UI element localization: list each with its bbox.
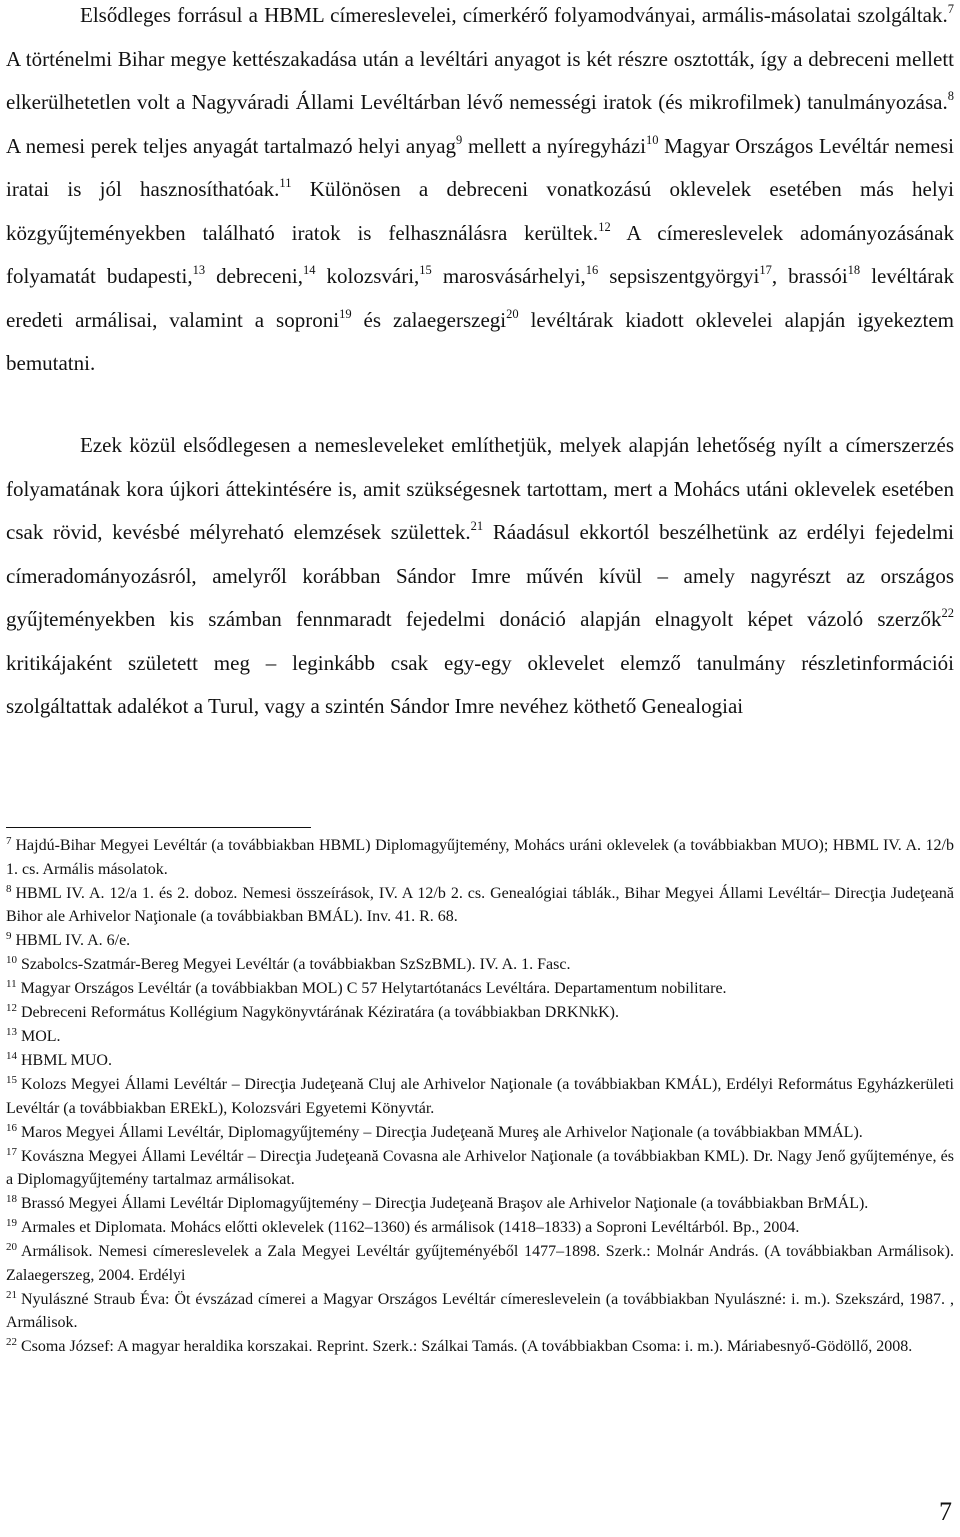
footnote-text: Armales et Diplomata. Mohács előtti oklevelek (1162–1360) és armálisok (1418–1833) a Soproni Levéltárból. Bp., 2004. xyxy=(21,1219,800,1236)
footnote-9 xyxy=(6,929,954,953)
footnotes xyxy=(6,834,954,1359)
footnote-text: Hajdú-Bihar Megyei Levéltár (a továbbiakban HBML) Diplomagyűjtemény, Mohács uráni oklevelek (a továbbiakban MUO); HBML IV. A. 12/b 1. cs. Armális másolatok. xyxy=(6,837,954,878)
footnote-text: Magyar Országos Levéltár (a továbbiakban MOL) C 57 Helytartótanács Levéltára. Departamentum nobilitare. xyxy=(20,980,727,997)
paragraph-coat-of-arms xyxy=(6,424,954,729)
footnote-number: 10 xyxy=(6,954,17,966)
footnote-text: Maros Megyei Állami Levéltár, Diplomagyűjtemény – Direcţia Judeţeană Mureş ale Arhivelor Naţionale (a továbbiakban MMÁL). xyxy=(21,1123,863,1141)
footnote-number: 21 xyxy=(6,1288,17,1301)
footnote-text: Csoma József: A magyar heraldika korszakai. Reprint. Szerk.: Szálkai Tamás. (A továbbiakban Csoma: i. m.). Máriabesnyő-Gödöllő, 2008. xyxy=(21,1338,913,1355)
page-number: 7 xyxy=(939,1497,952,1526)
footnote-ref: 20 xyxy=(506,306,519,321)
footnote-8 xyxy=(6,882,954,929)
footnote-ref: 14 xyxy=(303,263,316,277)
footnote-ref: 18 xyxy=(847,263,861,277)
footnote-number: 18 xyxy=(6,1193,17,1205)
footnote-separator xyxy=(6,827,311,828)
text-run: sepsiszentgyörgyi xyxy=(598,264,760,288)
footnote-ref: 11 xyxy=(279,176,292,190)
footnote-ref: 16 xyxy=(585,263,599,277)
footnote-13 xyxy=(6,1025,954,1049)
text-run: mellett a nyíregyházi xyxy=(462,133,647,158)
footnote-ref: 12 xyxy=(598,219,611,234)
footnote-number: 19 xyxy=(6,1217,17,1229)
footnote-number: 22 xyxy=(6,1336,17,1348)
footnote-text: HBML MUO. xyxy=(21,1052,112,1069)
footnote-number: 8 xyxy=(6,882,12,895)
footnote-number: 11 xyxy=(6,978,17,990)
footnote-20 xyxy=(6,1240,954,1287)
footnote-7 xyxy=(6,834,954,881)
text-run: levéltárak eredeti armálisai, valamint a soproni xyxy=(6,264,954,332)
text-run: A nemesi perek teljes anyagát tartalmazó helyi anyag xyxy=(6,133,457,158)
text-run: kritikájaként született meg – leginkább csak egy-egy oklevelet elemző tanulmány részletinformációi szolgáltattak adalékot a Turul, vagy a szintén Sándor Imre nevéhez köthető Genealogiai xyxy=(6,650,954,718)
text-run: A címereslevelek adományozásának folyamatát budapesti, xyxy=(6,220,954,288)
footnote-ref: 21 xyxy=(470,519,484,533)
footnote-text: HBML IV. A. 6/e. xyxy=(15,932,131,949)
footnote-text: Kolozs Megyei Állami Levéltár – Direcţia Judeţeană Cluj ale Arhivelor Naţionale (a továbbiakban KMÁL), Erdélyi Református Egyházkerületi Levéltár (a továbbiakban EREkL), Kolozsvári Egyetemi Könyvtár. xyxy=(6,1076,954,1117)
footnote-number: 20 xyxy=(6,1241,17,1253)
text-run: levéltárak kiadott oklevelei alapján igyekeztem bemutatni. xyxy=(6,307,954,375)
text-run: Ezek közül elsődlegesen a nemesleveleket említhetjük, melyek alapján lehetőség nyílt a címerszerzés folyamatának kora újkori áttekintésére is, amit szükségesnek tartottam, mert a Mohács utáni oklevelek esetében csak rövid, kevésbé mélyreható elemzések születtek. xyxy=(6,433,954,544)
footnote-number: 13 xyxy=(6,1026,17,1038)
text-run: Magyar Országos Levéltár nemesi iratai is jól hasznosíthatóak. xyxy=(6,133,955,201)
footnote-14 xyxy=(6,1049,954,1073)
footnote-text: Kovászna Megyei Állami Levéltár – Direcţia Judeţeană Covasna ale Arhivelor Naţionale (a továbbiakban KML). Dr. Nagy Jenő gyűjteménye, és a Diplomagyűjtemény tartalmaz armálisokat. xyxy=(6,1147,954,1188)
footnote-number: 7 xyxy=(6,835,12,847)
footnote-12 xyxy=(6,1001,954,1025)
paragraph-sources xyxy=(6,0,954,386)
footnote-ref: 13 xyxy=(192,263,206,277)
text-run: Ráadásul ekkortól beszélhetünk az erdélyi fejedelmi címeradományozásról, amelyről korábban Sándor Imre művén kívül – amely nagyrészt az országos gyűjteményekben kis számban fennmaradt fejedelmi donáció alapján elnagyolt képet vázoló szerzők xyxy=(6,520,954,631)
text-run: A történelmi Bihar megye kettészakadása után a levéltári anyagot is két részre osztották, így a debreceni mellett elkerülhetetlen volt a Nagyváradi Állami Levéltárban lévő nemességi iratok (és mikrofilmek) tanulmányozása. xyxy=(6,46,954,114)
text-run: , brassói xyxy=(771,264,848,288)
footnote-number: 9 xyxy=(6,930,12,942)
text-run: Különösen a debreceni vonatkozású oklevelek esetében más helyi közgyűjteményekben található iratok is felhasználásra kerültek. xyxy=(6,177,954,245)
footnote-15 xyxy=(6,1073,954,1120)
footnote-ref: 9 xyxy=(456,132,463,147)
footnote-ref: 8 xyxy=(947,89,954,103)
footnote-ref: 19 xyxy=(339,306,352,321)
text-run: debreceni, xyxy=(205,264,303,288)
footnote-18 xyxy=(6,1192,954,1216)
footnote-ref: 7 xyxy=(947,2,954,16)
text-run: kolozsvári, xyxy=(315,264,420,288)
footnote-ref: 10 xyxy=(646,132,659,147)
footnote-number: 12 xyxy=(6,1002,17,1014)
footnote-ref: 22 xyxy=(941,606,954,620)
footnote-number: 16 xyxy=(6,1121,17,1134)
text-run: és zalaegerszegi xyxy=(351,307,507,332)
text-run: Elsődleges forrásul a HBML címereslevelei, címerkérő folyamodványai, armális-másolatai szolgáltak. xyxy=(80,3,948,27)
footnote-number: 14 xyxy=(6,1050,17,1062)
footnote-text: Armálisok. Nemesi címereslevelek a Zala Megyei Levéltár gyűjteményéből 1477–1898. Szerk.: Molnár András. (A továbbiakban Armálisok). Zalaegerszeg, 2004. Erdélyi xyxy=(6,1243,954,1284)
footnote-11 xyxy=(6,977,954,1001)
footnote-ref: 15 xyxy=(419,263,432,277)
text-run: marosvásárhelyi, xyxy=(431,264,586,288)
footnote-text: Nyulászné Straub Éva: Öt évszázad címerei a Magyar Országos Levéltár címereslevelein (a továbbiakban Nyulászné: i. m.). Szekszárd, 1987. , Armálisok. xyxy=(6,1290,954,1331)
footnote-19 xyxy=(6,1216,954,1240)
footnote-16 xyxy=(6,1121,954,1145)
footnote-text: Brassó Megyei Állami Levéltár Diplomagyűjtemény – Direcţia Judeţeană Braşov ale Arhivelor Naţionale (a továbbiakban BrMÁL). xyxy=(21,1195,869,1212)
footnote-text: Szabolcs-Szatmár-Bereg Megyei Levéltár (a továbbiakban SzSzBML). IV. A. 1. Fasc. xyxy=(21,956,571,973)
footnote-text: MOL. xyxy=(21,1028,61,1045)
footnote-number: 17 xyxy=(6,1145,17,1158)
footnote-text: Debreceni Református Kollégium Nagykönyvtárának Kéziratára (a továbbiakban DRKNkK). xyxy=(21,1004,620,1021)
footnote-22 xyxy=(6,1335,954,1359)
footnote-17 xyxy=(6,1145,954,1192)
footnote-ref: 17 xyxy=(759,263,772,277)
footnote-number: 15 xyxy=(6,1074,17,1086)
footnote-10 xyxy=(6,953,954,977)
footnote-21 xyxy=(6,1288,954,1335)
footnote-text: HBML IV. A. 12/a 1. és 2. doboz. Nemesi összeírások, IV. A 12/b 2. cs. Genealógiai táblák., Bihar Megyei Állami Levéltár– Direcţia Judeţeană Bihor ale Arhivelor Naţionale (a továbbiakban BMÁL). Inv. 41. R. 68. xyxy=(6,884,954,925)
